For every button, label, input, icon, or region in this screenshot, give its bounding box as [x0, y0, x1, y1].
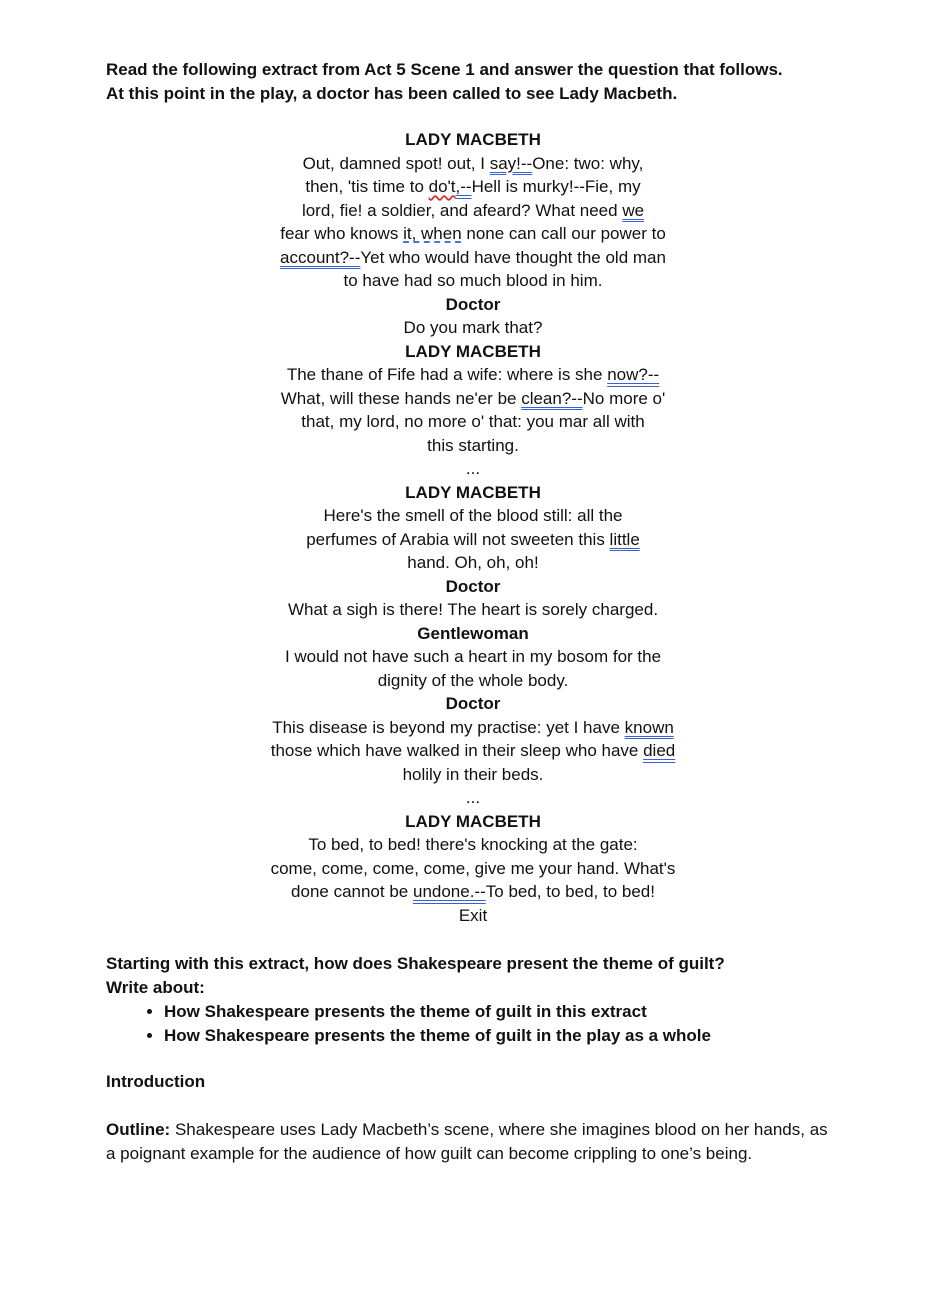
speech-line: account?--Yet who would have thought the old man [280, 247, 666, 267]
omission-ellipsis: ... [465, 459, 481, 478]
speech-line: dignity of the whole body. [377, 670, 569, 690]
speech-line: lord, fie! a soldier, and afeard? What need we [301, 200, 645, 220]
speaker-name: Doctor [445, 694, 501, 713]
intro-line-2: At this point in the play, a doctor has been called to see Lady Macbeth. [106, 84, 678, 103]
grammar-flag[interactable]: ,-- [455, 177, 472, 196]
speech-line: come, come, come, come, give me your hand. What's [270, 858, 676, 878]
speech-line: Here's the smell of the blood still: all the [323, 506, 623, 525]
speaker-name: LADY MACBETH [405, 130, 541, 149]
introduction-heading: Introduction [106, 1072, 206, 1091]
grammar-flag[interactable]: now?-- [607, 365, 660, 384]
grammar-flag[interactable]: little [609, 529, 640, 549]
speech-line: those which have walked in their sleep who have died [270, 741, 676, 760]
spelling-flag[interactable]: do't [428, 177, 456, 196]
speaker-name: Doctor [445, 294, 501, 314]
grammar-flag[interactable]: undone.-- [412, 882, 486, 901]
essay-question [106, 952, 840, 1048]
speaker-name: LADY MACBETH [405, 482, 541, 502]
speaker-name: LADY MACBETH [405, 341, 541, 361]
speech-line: perfumes of Arabia will not sweeten this little [306, 529, 640, 549]
grammar-flag[interactable]: clean?-- [521, 388, 583, 408]
speech-line: done cannot be undone.--To bed, to bed, to bed! [291, 882, 655, 901]
speech-line: holily in their beds. [402, 764, 544, 784]
grammar-flag[interactable]: known [624, 717, 674, 737]
speech-line: To bed, to bed! there's knocking at the gate: [308, 835, 638, 854]
grammar-flag[interactable]: say!-- [489, 153, 533, 173]
intro-instructions [106, 58, 840, 106]
document-page [106, 58, 840, 1166]
speech-line: to have had so much blood in him. [343, 271, 603, 290]
speech-line: I would not have such a heart in my bosom for the [284, 647, 662, 666]
grammar-flag[interactable]: we [622, 200, 645, 220]
speaker-name: Doctor [445, 576, 501, 596]
speaker-name: Gentlewoman [417, 623, 529, 643]
speech-line: that, my lord, no more o' that: you mar all with [301, 412, 645, 431]
speech-line: This disease is beyond my practise: yet I have known [272, 717, 674, 737]
stage-direction: Exit [458, 905, 488, 925]
question-line-2: Write about: [106, 978, 205, 997]
question-bullets [106, 1000, 840, 1048]
speech-line: fear who knows it, when none can call our power to [280, 224, 666, 243]
intro-line-1: Read the following extract from Act 5 Scene 1 and answer the question that follows. [106, 60, 783, 79]
speech-line: The thane of Fife had a wife: where is she now?-- [286, 365, 660, 384]
bullet-item: • How Shakespeare presents the theme of guilt in this extract [164, 1000, 840, 1024]
outline-text: Shakespeare uses Lady Macbeth’s scene, where she imagines blood on her hands, as a poignant example for the audience of how guilt can become crippling to one’s being. [106, 1120, 828, 1163]
bullet-item: • How Shakespeare presents the theme of guilt in the play as a whole [164, 1024, 840, 1048]
speech-line: then, 'tis time to do't,--Hell is murky!--Fie, my [305, 177, 641, 196]
grammar-flag[interactable]: died [643, 741, 676, 760]
omission-ellipsis: ... [465, 788, 481, 807]
speech-line: What a sigh is there! The heart is sorely charged. [287, 600, 659, 619]
question-line-1: Starting with this extract, how does Shakespeare present the theme of guilt? [106, 954, 725, 973]
outline-label: Outline: [106, 1120, 171, 1139]
grammar-flag[interactable]: it, when [403, 224, 462, 243]
speech-line: Out, damned spot! out, I say!--One: two: why, [302, 153, 644, 173]
grammar-flag[interactable]: account?-- [280, 247, 361, 267]
play-extract [106, 128, 840, 927]
speech-line: Do you mark that? [403, 318, 543, 337]
speech-line: this starting. [427, 435, 519, 455]
speech-line: hand. Oh, oh, oh! [407, 553, 539, 572]
speech-line: What, will these hands ne'er be clean?--No more o' [280, 388, 666, 408]
speaker-name: LADY MACBETH [405, 811, 541, 831]
outline-paragraph [106, 1118, 840, 1166]
